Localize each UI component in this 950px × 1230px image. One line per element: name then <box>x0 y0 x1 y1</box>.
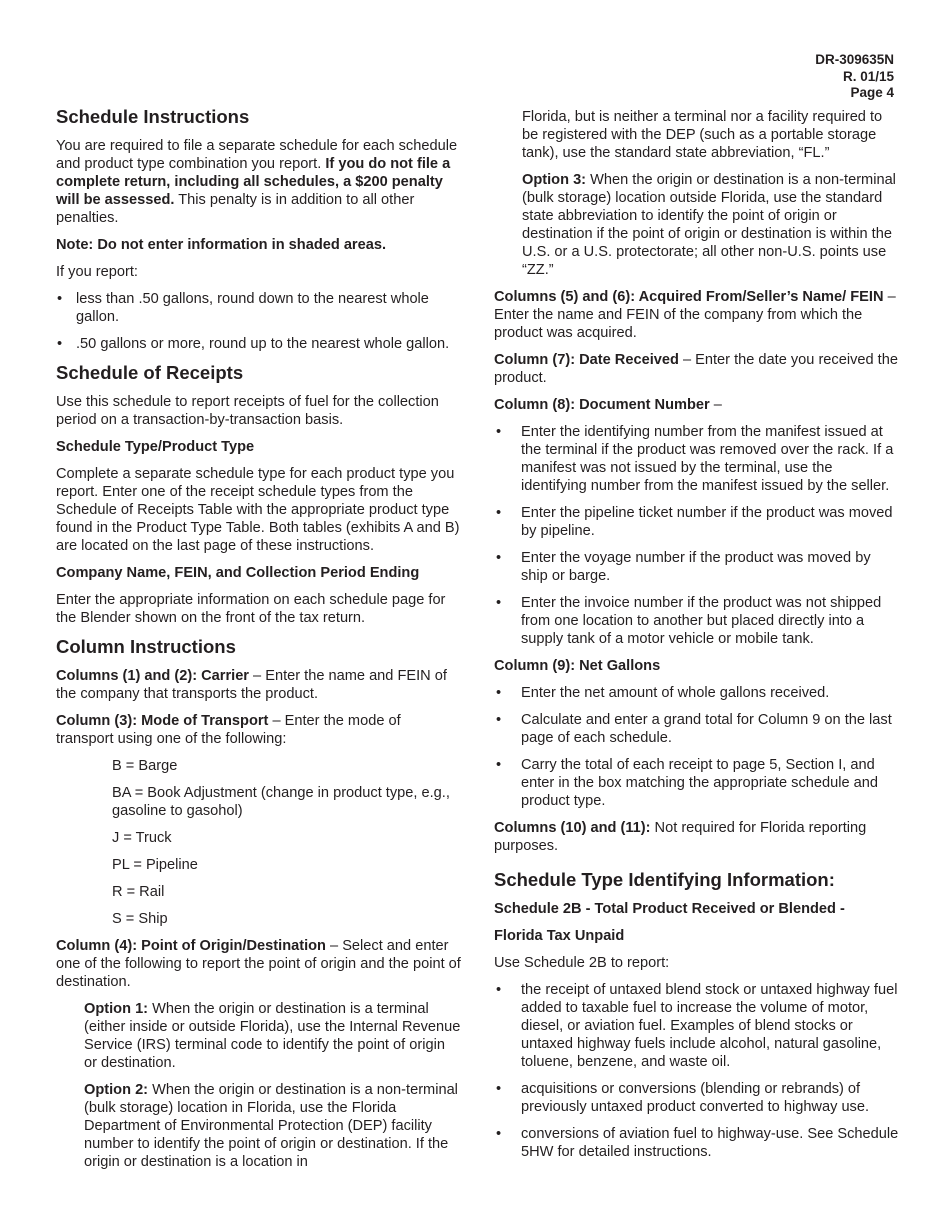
origin-options <box>56 1000 461 1171</box>
company-name-subheading: Company Name, FEIN, and Collection Period Ending <box>56 565 420 581</box>
column-3-paragraph: Column (3): Mode of Transport – Enter the mode of transport using one of the following: <box>56 713 401 747</box>
schedule-instructions-heading: Schedule Instructions <box>56 106 250 127</box>
column-instructions-heading: Column Instructions <box>56 636 236 657</box>
list-item: • Enter the pipeline ticket number if the product was moved by pipeline. <box>494 504 899 540</box>
columns-10-11-paragraph: Columns (10) and (11): Not required for Florida reporting purposes. <box>494 820 867 854</box>
list-item: • Calculate and enter a grand total for Column 9 on the last page of each schedule. <box>494 711 899 747</box>
list-item: R = Rail <box>112 884 165 900</box>
use-schedule-2b: Use Schedule 2B to report: <box>494 955 670 971</box>
list-item: BA = Book Adjustment (change in product type, e.g., gasoline to gasohol) <box>112 785 450 819</box>
shaded-areas-note: Note: Do not enter information in shaded areas. <box>56 237 387 253</box>
schedule-type-identifying-heading: Schedule Type Identifying Information: <box>494 869 835 890</box>
schedule-type-paragraph: Complete a separate schedule type for each product type you report. Enter one of the receipt schedule types from the Schedule of Receipts Table with the appropriate product type found in the Product Type Table. Both tables (exhibits A and B) are located on the last page of these instructions. <box>56 466 460 554</box>
list-item: PL = Pipeline <box>112 857 198 873</box>
form-revision: R. 01/15 <box>842 68 894 84</box>
option-3-paragraph: Option 3: When the origin or destination is a non-terminal (bulk storage) location outside Florida, use the standard state abbreviation to identify the point of origin or destination if the point of origin or destination is within the U.S. or a U.S. protectorate; all other non-U.S. points use “ZZ.” <box>522 172 896 278</box>
receipts-paragraph: Use this schedule to report receipts of fuel for the collection period on a transaction-by-transaction basis. <box>56 394 439 428</box>
net-gallons-list <box>494 684 899 810</box>
option-1-paragraph: Option 1: When the origin or destination is a terminal (either inside or outside Florida), use the Internal Revenue Service (IRS) terminal code to identify the point of origin or destination. <box>84 1001 461 1071</box>
list-item: B = Barge <box>112 758 178 774</box>
left-column <box>56 106 461 1180</box>
list-item: • the receipt of untaxed blend stock or untaxed highway fuel added to taxable fuel to increase the volume of motor, diesel, or aviation fuel. Examples of blend stocks or untaxed highway fuels include alcohol, natural gasoline, toluene, benzene, and waste oil. <box>494 981 899 1071</box>
rounding-list <box>56 290 461 353</box>
list-item: • Enter the identifying number from the manifest issued at the terminal if the product was removed over the rack. If a manifest was not issued by the terminal, use the identifying number from the manifest issued by the seller. <box>494 423 899 495</box>
right-column <box>494 108 899 1170</box>
list-item: • Carry the total of each receipt to page 5, Section I, and enter in the box matching the appropriate schedule and product type. <box>494 756 899 810</box>
column-7-paragraph: Column (7): Date Received – Enter the date you received the product. <box>494 352 898 386</box>
if-you-report: If you report: <box>56 264 138 280</box>
page-number: Page 4 <box>850 85 894 100</box>
schedule-2b-heading-line-1: Schedule 2B - Total Product Received or Blended - <box>494 901 845 917</box>
transport-mode-list <box>56 757 461 928</box>
column-4-paragraph: Column (4): Point of Origin/Destination – Select and enter one of the following to report the point of origin and the point of destination. <box>56 938 461 990</box>
schedule-2b-list <box>494 981 899 1161</box>
form-header <box>815 52 894 102</box>
columns-5-6-paragraph: Columns (5) and (6): Acquired From/Seller’s Name/ FEIN – Enter the name and FEIN of the company from which the product was acquired. <box>494 289 896 341</box>
penalty-paragraph: You are required to file a separate schedule for each schedule and product type combination you report. If you do not file a complete return, including all schedules, a $200 penalty will be assessed. This penalty is in addition to all other penalties. <box>56 138 458 226</box>
list-item: • acquisitions or conversions (blending or rebrands) of previously untaxed product converted to highway use. <box>494 1080 899 1116</box>
list-item: • Enter the invoice number if the product was not shipped from one location to another but placed directly into a supply tank of a motor vehicle or mobile tank. <box>494 594 899 648</box>
list-item: • Enter the net amount of whole gallons received. <box>494 684 899 702</box>
column-8-paragraph: Column (8): Document Number – <box>494 397 722 413</box>
form-number: DR-309635N <box>815 52 894 67</box>
company-name-paragraph: Enter the appropriate information on each schedule page for the Blender shown on the front of the tax return. <box>56 592 446 626</box>
list-item: • conversions of aviation fuel to highway-use. See Schedule 5HW for detailed instructions. <box>494 1125 899 1161</box>
list-item: S = Ship <box>112 911 168 927</box>
list-item: • Enter the voyage number if the product was moved by ship or barge. <box>494 549 899 585</box>
origin-options-continued <box>494 108 899 279</box>
option-2-continued: Florida, but is neither a terminal nor a facility required to be registered with the DEP (such as a portable storage tank), use the standard state abbreviation, “FL.” <box>522 109 883 161</box>
schedule-2b-heading-line-2: Florida Tax Unpaid <box>494 928 625 944</box>
list-item: J = Truck <box>112 830 172 846</box>
column-9-subheading: Column (9): Net Gallons <box>494 658 661 674</box>
option-2-paragraph: Option 2: When the origin or destination is a non-terminal (bulk storage) location in Florida, use the Florida Department of Environmental Protection (DEP) facility number to identify the point of origin or destination. If the origin or destination is a location in <box>84 1082 458 1170</box>
list-item: • .50 gallons or more, round up to the nearest whole gallon. <box>56 335 461 353</box>
document-number-list <box>494 423 899 648</box>
schedule-type-subheading: Schedule Type/Product Type <box>56 439 255 455</box>
columns-1-2-paragraph: Columns (1) and (2): Carrier – Enter the name and FEIN of the company that transports the product. <box>56 668 447 702</box>
schedule-of-receipts-heading: Schedule of Receipts <box>56 362 244 383</box>
list-item: • less than .50 gallons, round down to the nearest whole gallon. <box>56 290 461 326</box>
